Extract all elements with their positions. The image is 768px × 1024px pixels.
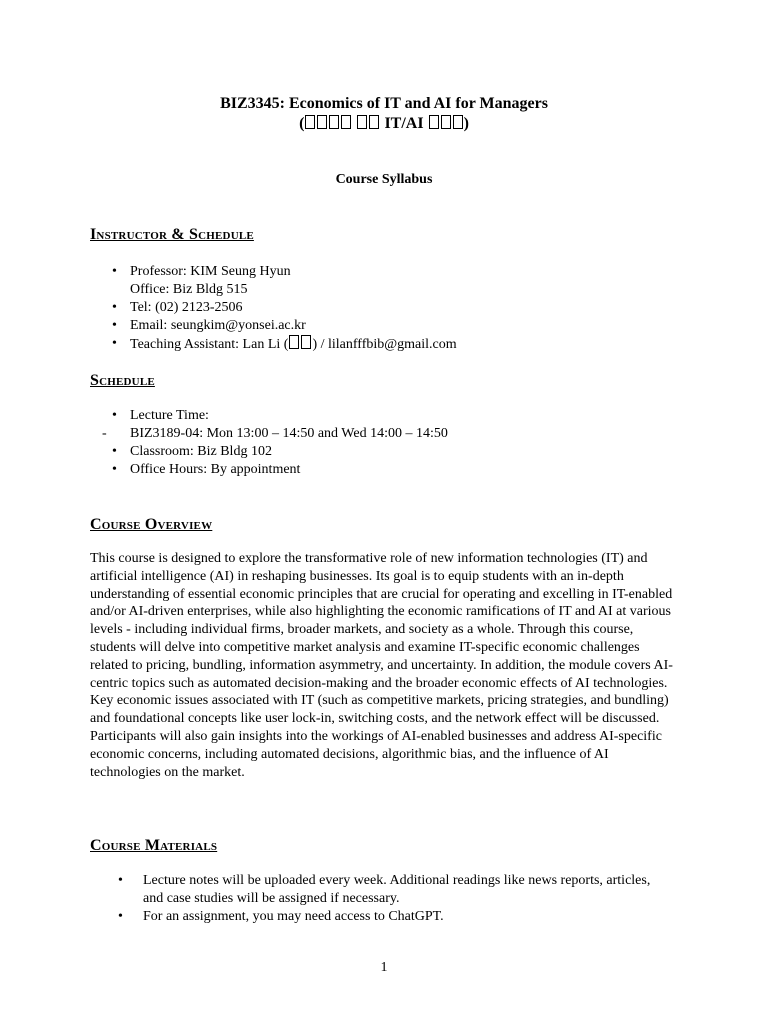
- list-item: [112, 335, 457, 354]
- list-item: [118, 872, 658, 908]
- list-item: [118, 908, 658, 926]
- list-item: [112, 443, 458, 461]
- office-text: Office: Biz Bldg 515: [130, 282, 248, 297]
- section-time-text: BIZ3189-04: Mon 13:00 – 14:50 and Wed 14:00 – 14:50: [130, 426, 448, 441]
- professor-text: Professor: KIM Seung Hyun: [130, 264, 291, 279]
- dash-icon: -: [102, 426, 107, 441]
- materials-list: [118, 872, 658, 926]
- missing-glyph-icon: [441, 115, 451, 129]
- missing-glyph-group-a: [304, 115, 352, 132]
- missing-glyph-icon: [289, 335, 299, 349]
- office-hours-text: Office Hours: By appointment: [130, 462, 301, 477]
- materials-item-text: For an assignment, you may need access to ChatGPT.: [143, 909, 444, 924]
- missing-glyph-icon: [357, 115, 367, 129]
- missing-glyph-group-c: [428, 115, 464, 132]
- bullet-icon: •: [118, 909, 123, 924]
- instructor-list: [112, 263, 457, 354]
- list-item: [112, 263, 457, 299]
- ta-text-start: Teaching Assistant: Lan Li (: [130, 337, 289, 352]
- bullet-icon: •: [112, 264, 117, 279]
- page-number: 1: [380, 960, 388, 975]
- heading-instructor-schedule: Instructor & Schedule: [90, 226, 254, 243]
- tel-text: Tel: (02) 2123-2506: [130, 300, 243, 315]
- email-text: Email: seungkim@yonsei.ac.kr: [130, 318, 306, 333]
- missing-glyph-icon: [317, 115, 327, 129]
- missing-glyph-icon: [429, 115, 439, 129]
- bullet-icon: •: [112, 336, 117, 351]
- missing-glyph-icon: [305, 115, 315, 129]
- course-title-korean: ( IT/AI ): [299, 115, 469, 132]
- lecture-time-label: Lecture Time:: [130, 408, 209, 423]
- list-item: [112, 407, 458, 425]
- ta-text-end: ) / lilanfffbib@gmail.com: [312, 337, 457, 352]
- bullet-icon: •: [112, 462, 117, 477]
- title-block: [0, 94, 768, 134]
- missing-glyph-group-b: [356, 115, 380, 132]
- heading-schedule: Schedule: [90, 372, 155, 389]
- list-item: [112, 299, 457, 317]
- bullet-icon: •: [118, 873, 123, 888]
- bullet-icon: •: [112, 408, 117, 423]
- list-item: [112, 461, 458, 479]
- bullet-icon: •: [112, 444, 117, 459]
- classroom-text: Classroom: Biz Bldg 102: [130, 444, 272, 459]
- missing-glyph-icon: [301, 335, 311, 349]
- heading-course-materials: Course Materials: [90, 837, 218, 854]
- missing-glyph-icon: [341, 115, 351, 129]
- missing-glyph-icon: [453, 115, 463, 129]
- missing-glyph-icon: [329, 115, 339, 129]
- schedule-list: [102, 407, 458, 479]
- missing-glyph-icon: [369, 115, 379, 129]
- heading-course-overview: Course Overview: [90, 516, 213, 533]
- course-title: BIZ3345: Economics of IT and AI for Managers: [220, 95, 548, 112]
- materials-item-text: Lecture notes will be uploaded every week. Additional readings like news reports, articles, and case studies will be assigned if necessary.: [143, 873, 651, 906]
- list-item: [112, 317, 457, 335]
- list-item: [102, 425, 448, 443]
- course-overview-paragraph: This course is designed to explore the transformative role of new information technologies (IT) and artificial intelligence (AI) in reshaping businesses. Its goal is to equip students with an in-depth understanding of essential economic principles that are crucial for operating and excelling in IT-enabled and/or AI-driven enterprises, while also highlighting the economic ramifications of IT and AI at various levels - including individual firms, broader markets, and society as a whole. Through this course, students will delve into competitive market analysis and examine IT-specific economic challenges related to pricing, bundling, information asymmetry, and uncertainty. In addition, the module covers AI-centric topics such as automated decision-making and the broader economic effects of AI technologies. Key economic issues associated with IT (such as competitive markets, pricing strategies, and bundling) and foundational concepts like user lock-in, switching costs, and the network effect will be discussed. Participants will also gain insights into the workings of AI-enabled businesses and address AI-specific economic concerns, including automated decisions, algorithmic bias, and the influence of AI technologies on the market.: [90, 551, 673, 780]
- document-subtitle: Course Syllabus: [335, 172, 433, 187]
- bullet-icon: •: [112, 318, 117, 333]
- bullet-icon: •: [112, 300, 117, 315]
